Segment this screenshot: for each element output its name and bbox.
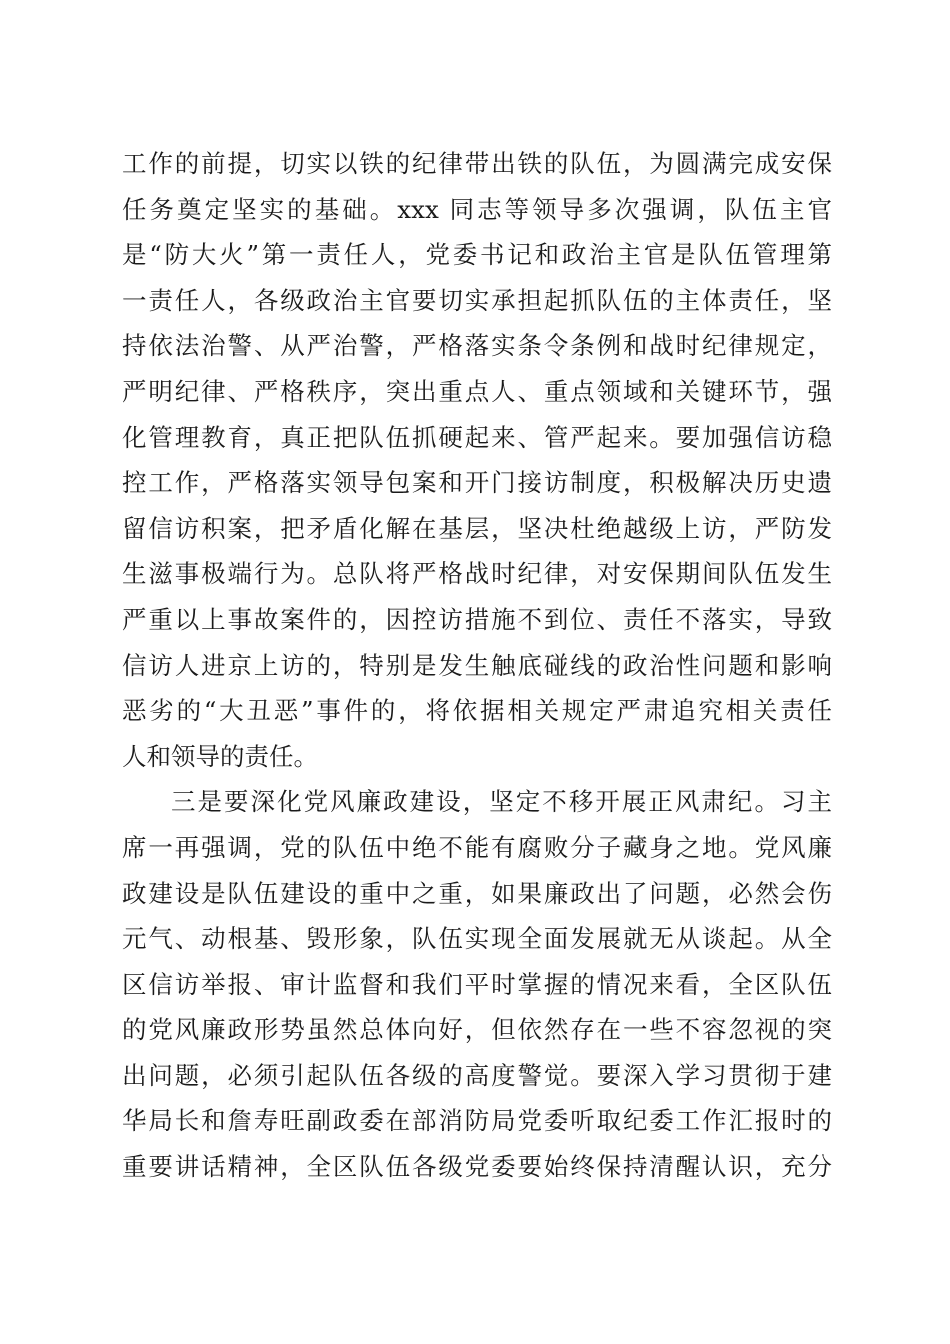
text-line: 一责任人，各级政治主官要切实承担起抓队伍的主体责任，坚	[122, 285, 832, 315]
paragraph-1	[122, 141, 832, 779]
text-line: 华局长和詹寿旺副政委在部消防局党委听取纪委工作汇报时的	[122, 1106, 832, 1136]
text-line: 严明纪律、严格秩序，突出重点人、重点领域和关键环节，强	[122, 376, 832, 406]
text-line: 恶劣的“大丑恶”事件的，将依据相关规定严肃追究相关责任	[122, 696, 832, 726]
text-line: 是“防大火”第一责任人，党委书记和政治主官是队伍管理第	[122, 240, 832, 270]
text-line: 重要讲话精神，全区队伍各级党委要始终保持清醒认识，充分	[122, 1152, 832, 1182]
text-line: 三是要深化党风廉政建设，坚定不移开展正风肃纪。习主	[171, 787, 832, 817]
text-line: 持依法治警、从严治警，严格落实条令条例和战时纪律规定，	[122, 331, 832, 361]
paragraph-2	[122, 779, 832, 1189]
text-line: 元气、动根基、毁形象，队伍实现全面发展就无从谈起。从全	[122, 924, 832, 954]
text-line: 政建设是队伍建设的重中之重，如果廉政出了问题，必然会伤	[122, 878, 832, 908]
body-text	[122, 141, 832, 1190]
text-line: 严重以上事故案件的，因控访措施不到位、责任不落实，导致	[122, 604, 832, 634]
text-line: 生滋事极端行为。总队将严格战时纪律，对安保期间队伍发生	[122, 559, 832, 589]
text-line: 席一再强调，党的队伍中绝不能有腐败分子藏身之地。党风廉	[122, 832, 832, 862]
text-line: 出问题，必须引起队伍各级的高度警觉。要深入学习贯彻于建	[122, 1060, 832, 1090]
text-line: 工作的前提，切实以铁的纪律带出铁的队伍，为圆满完成安保	[122, 149, 832, 178]
text-line: 控工作，严格落实领导包案和开门接访制度，积极解决历史遗	[122, 468, 832, 498]
text-line: 留信访积案，把矛盾化解在基层，坚决杜绝越级上访，严防发	[122, 513, 832, 543]
text-line: 的党风廉政形势虽然总体向好，但依然存在一些不容忽视的突	[122, 1015, 832, 1045]
text-line: 人和领导的责任。	[122, 741, 318, 771]
text-line: 区信访举报、审计监督和我们平时掌握的情况来看，全区队伍	[122, 969, 832, 999]
text-line: 化管理教育，真正把队伍抓硬起来、管严起来。要加强信访稳	[122, 422, 832, 452]
text-line: 任务奠定坚实的基础。xxx 同志等领导多次强调，队伍主官	[122, 194, 832, 224]
text-line: 信访人进京上访的，特别是发生触底碰线的政治性问题和影响	[122, 650, 832, 680]
